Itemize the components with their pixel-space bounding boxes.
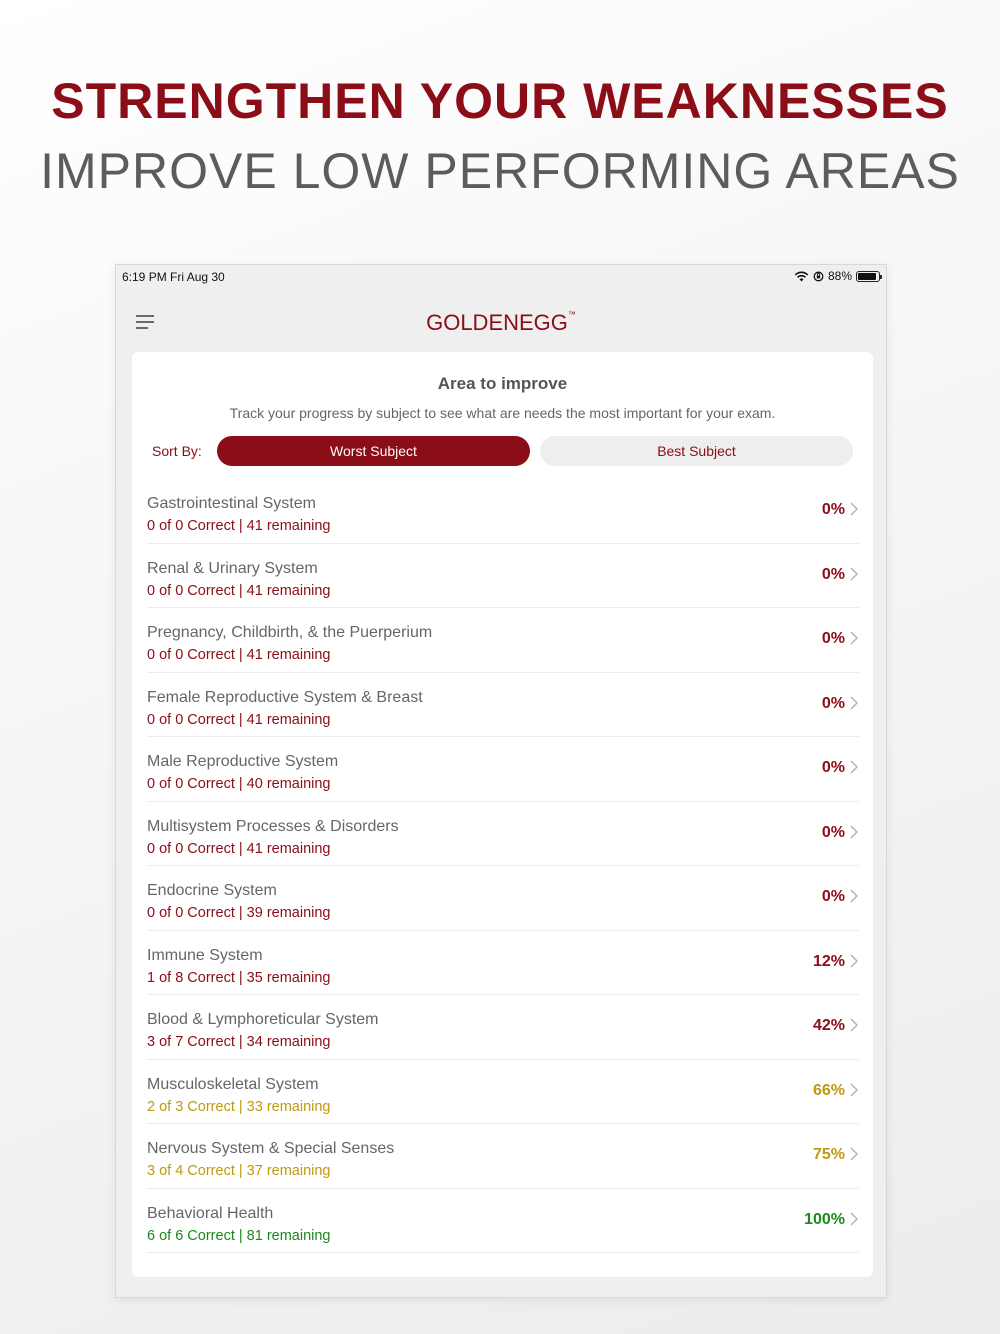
- logo-text: GOLDENEGG: [426, 310, 568, 335]
- subject-name: Musculoskeletal System: [147, 1075, 319, 1093]
- subject-progress: 2 of 3 Correct | 33 remaining: [147, 1098, 331, 1115]
- subject-row[interactable]: [147, 737, 859, 802]
- subject-row[interactable]: [147, 479, 859, 544]
- subject-progress: 0 of 0 Correct | 41 remaining: [147, 647, 331, 663]
- chevron-right-icon: [849, 565, 859, 583]
- subject-percent: 0%: [821, 888, 845, 905]
- subject-name: Blood & Lymphoreticular System: [147, 1011, 379, 1028]
- chevron-right-icon: [849, 823, 859, 841]
- subject-percent: 0%: [821, 823, 845, 841]
- wifi-icon: [794, 271, 809, 282]
- chevron-right-icon: [849, 1210, 859, 1228]
- battery-icon: [856, 271, 880, 282]
- subject-row[interactable]: [147, 866, 859, 931]
- subject-row[interactable]: [147, 1124, 859, 1189]
- best-subject-button[interactable]: Best Subject: [540, 436, 853, 466]
- subject-row[interactable]: [147, 1060, 859, 1125]
- subject-progress: 0 of 0 Correct | 40 remaining: [147, 776, 331, 792]
- subject-percent: 0%: [821, 565, 845, 583]
- subject-progress: 0 of 0 Correct | 41 remaining: [147, 518, 331, 534]
- chevron-right-icon: [849, 694, 859, 712]
- golden-egg-logo: [116, 310, 886, 336]
- chevron-right-icon: [849, 758, 859, 776]
- card-title: Area to improve: [437, 374, 568, 393]
- subject-percent: 0%: [821, 759, 845, 776]
- chevron-right-icon: [849, 1081, 859, 1099]
- chevron-right-icon: [849, 1145, 859, 1163]
- subject-row[interactable]: [147, 802, 859, 867]
- subject-progress: 6 of 6 Correct | 81 remaining: [147, 1227, 331, 1244]
- subject-percent: 0%: [821, 501, 845, 518]
- subject-progress: 3 of 7 Correct | 34 remaining: [147, 1034, 331, 1050]
- subject-percent: 0%: [821, 694, 845, 712]
- subject-progress: 1 of 8 Correct | 35 remaining: [147, 969, 331, 986]
- chevron-right-icon: [849, 629, 859, 647]
- subject-name: Multisystem Processes & Disorders: [147, 817, 399, 835]
- chevron-right-icon: [849, 887, 859, 905]
- subject-name: Gastrointestinal System: [147, 495, 316, 512]
- subject-progress: 0 of 0 Correct | 41 remaining: [147, 582, 331, 599]
- subject-row[interactable]: [147, 673, 859, 738]
- subject-name: Endocrine System: [147, 882, 277, 899]
- subject-name: Immune System: [147, 946, 263, 964]
- subject-progress: 0 of 0 Correct | 41 remaining: [147, 711, 331, 728]
- status-indicators: [794, 269, 880, 283]
- chevron-right-icon: [849, 500, 859, 518]
- card-description: Track your progress by subject to see what are needs the most important for your exam.: [229, 405, 776, 421]
- chevron-right-icon: [849, 952, 859, 970]
- headline: STRENGTHEN YOUR WEAKNESSES: [51, 73, 949, 129]
- status-time: 6:19 PM Fri Aug 30: [122, 270, 225, 284]
- subheadline: IMPROVE LOW PERFORMING AREAS: [40, 143, 960, 199]
- subject-progress: 0 of 0 Correct | 39 remaining: [147, 905, 331, 921]
- subject-percent: 42%: [812, 1017, 845, 1034]
- subject-progress: 0 of 0 Correct | 41 remaining: [147, 840, 331, 857]
- subject-progress: 3 of 4 Correct | 37 remaining: [147, 1163, 331, 1179]
- device-frame: [115, 264, 887, 1298]
- subject-percent: 66%: [812, 1081, 845, 1099]
- subject-name: Male Reproductive System: [147, 753, 339, 770]
- subject-list: [147, 479, 859, 1253]
- subject-row[interactable]: [147, 995, 859, 1060]
- subject-name: Pregnancy, Childbirth, & the Puerperium: [147, 624, 433, 641]
- subject-name: Behavioral Health: [147, 1204, 274, 1222]
- sort-label: Sort By:: [152, 443, 202, 459]
- subject-name: Female Reproductive System & Breast: [147, 688, 423, 706]
- subject-name: Renal & Urinary System: [147, 559, 318, 577]
- logo-trademark: ™: [567, 310, 576, 319]
- subject-row[interactable]: [147, 931, 859, 996]
- subject-percent: 12%: [812, 952, 845, 970]
- subject-percent: 100%: [804, 1210, 845, 1228]
- subject-percent: 75%: [812, 1146, 845, 1163]
- subject-name: Nervous System & Special Senses: [147, 1140, 395, 1157]
- status-bar: [116, 265, 886, 289]
- subject-percent: 0%: [821, 630, 845, 647]
- subject-row[interactable]: [147, 544, 859, 609]
- worst-subject-button[interactable]: Worst Subject: [217, 436, 530, 466]
- chevron-right-icon: [849, 1016, 859, 1034]
- battery-percent: 88%: [827, 269, 852, 283]
- subject-row[interactable]: [147, 1189, 859, 1254]
- orientation-lock-icon: [813, 271, 824, 282]
- area-to-improve-card: [132, 352, 873, 1277]
- nav-bar: [116, 295, 886, 351]
- subject-row[interactable]: [147, 608, 859, 673]
